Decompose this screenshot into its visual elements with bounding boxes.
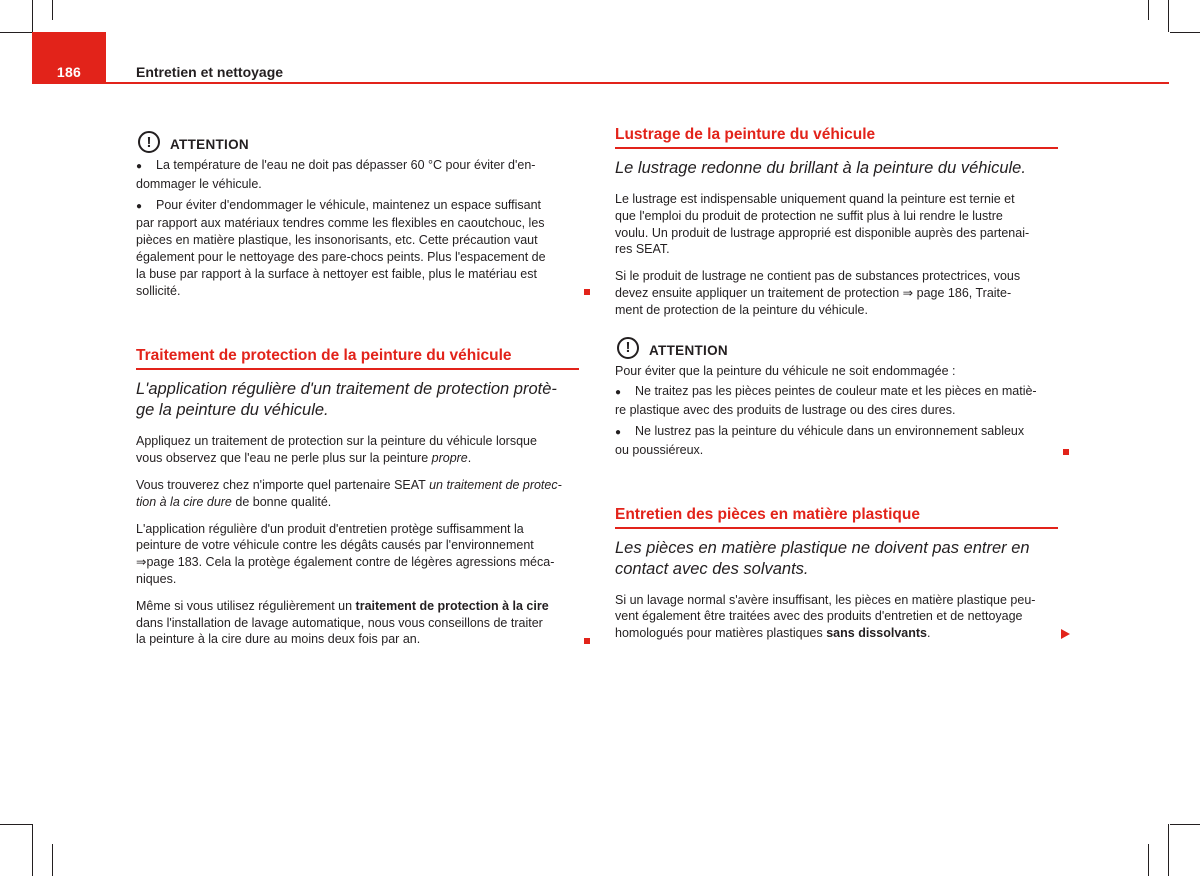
attention-box [615, 331, 1058, 459]
paragraph: peinture de votre véhicule contre les dégâts causés par l'environnement [136, 538, 534, 553]
crop-mark [1170, 824, 1200, 825]
attention-bullet [615, 423, 1058, 459]
bullet-icon: ● [136, 200, 143, 212]
paragraph: Si un lavage normal s'avère insuffisant, les pièces en matière plastique peu- [615, 592, 1036, 607]
paragraph: ment de protection de la peinture du véhicule. [615, 302, 868, 317]
section-lead-line: contact avec des solvants. [615, 559, 809, 578]
section-lead: Le lustrage redonne du brillant à la peinture du véhicule. [615, 159, 1026, 177]
page-link[interactable]: devez ensuite appliquer un traitement de protection ⇒ page 186, Traite- [615, 285, 1012, 300]
bullet-text: Ne lustrez pas la peinture du véhicule dans un environnement sableux [635, 423, 1025, 438]
bullet-text: par rapport aux matériaux tendres comme les flexibles en caoutchouc, les [136, 216, 545, 231]
crop-mark [1148, 844, 1149, 876]
paragraph: homologués pour matières plastiques sans dissolvants. [615, 626, 931, 641]
bullet-text: ou poussiéreux. [615, 442, 704, 457]
paragraph: vous observez que l'eau ne perle plus sur la peinture propre. [136, 451, 472, 466]
header-rule [106, 82, 1169, 84]
crop-mark [1168, 824, 1169, 876]
paragraph: Appliquez un traitement de protection sur la peinture du véhicule lorsque [136, 434, 537, 449]
attention-intro: Pour éviter que la peinture du véhicule ne soit endommagée : [615, 363, 956, 378]
attention-box [136, 125, 579, 299]
bullet-text: la buse par rapport à la surface à nettoyer est faible, plus le matériau est [136, 266, 537, 281]
crop-mark [52, 0, 53, 20]
paragraph: la peinture à la cire dure au moins deux fois par an. [136, 632, 421, 647]
attention-title: ATTENTION [170, 137, 249, 152]
paragraph: vent également être traitées avec des produits d'entretien et de nettoyage [615, 609, 1023, 624]
section-plastique [615, 505, 1058, 642]
section-lead-line: L'application régulière d'un traitement de protection protè- [136, 380, 557, 399]
paragraph: Si le produit de lustrage ne contient pas de substances protectrices, vous [615, 269, 1021, 284]
crop-mark [52, 844, 53, 876]
crop-mark [1170, 32, 1200, 33]
continue-arrow-icon [1061, 629, 1070, 639]
paragraph: voulu. Un produit de lustrage approprié est disponible auprès des partenai- [615, 225, 1030, 240]
bullet-text: pièces en matière plastique, les insonorisants, etc. Cette précaution vaut [136, 233, 538, 248]
paragraph: Vous trouverez chez n'importe quel partenaire SEAT un traitement de protec- [136, 477, 562, 492]
crop-mark [0, 824, 32, 825]
bullet-text: dommager le véhicule. [136, 176, 262, 191]
attention-bullet [136, 197, 579, 300]
end-of-section-mark [584, 638, 590, 644]
end-of-section-mark [584, 289, 590, 295]
bullet-text: Ne traitez pas les pièces peintes de couleur mate et les pièces en matiè- [635, 384, 1037, 399]
warning-icon: ! [617, 337, 639, 359]
crop-mark [32, 0, 33, 32]
section-lustrage [615, 125, 1058, 319]
warning-icon: ! [138, 131, 160, 153]
paragraph: Même si vous utilisez régulièrement un traitement de protection à la cire [136, 598, 549, 613]
crop-mark [32, 824, 33, 876]
bullet-icon: ● [615, 387, 622, 399]
paragraph: Le lustrage est indispensable uniquement quand la peinture est ternie et [615, 192, 1015, 206]
paragraph: res SEAT. [615, 242, 670, 257]
bullet-text: Pour éviter d'endommager le véhicule, maintenez un espace suffisant [156, 197, 542, 212]
right-column [615, 125, 1058, 642]
left-column [136, 125, 579, 648]
paragraph: que l'emploi du produit de protection ne suffit plus à lui rendre le lustre [615, 208, 1003, 223]
page-number: 186 [56, 64, 82, 80]
section-lead-line: Les pièces en matière plastique ne doivent pas entrer en [615, 538, 1030, 557]
paragraph: tion à la cire dure de bonne qualité. [136, 494, 332, 509]
section-title: Entretien des pièces en matière plastique [615, 505, 1058, 529]
paragraph: L'application régulière d'un produit d'entretien protège suffisamment la [136, 521, 524, 536]
attention-title: ATTENTION [649, 342, 728, 358]
section-lead [615, 538, 1058, 580]
bullet-text: La température de l'eau ne doit pas dépasser 60 °C pour éviter d'en- [156, 158, 536, 172]
bullet-text: également pour le nettoyage des pare-chocs peints. Plus l'espacement de [136, 249, 546, 264]
bullet-icon: ● [136, 161, 143, 172]
crop-mark [1148, 0, 1149, 20]
attention-bullet [615, 383, 1058, 419]
attention-bullet [136, 157, 579, 193]
bullet-text: re plastique avec des produits de lustrage ou des cires dures. [615, 403, 956, 418]
section-lead-line: ge la peinture du véhicule. [136, 401, 329, 420]
section-protection [136, 346, 579, 648]
section-lead [136, 379, 579, 421]
crop-mark [1168, 0, 1169, 32]
end-of-section-mark [1063, 449, 1069, 455]
crop-mark [0, 32, 32, 33]
paragraph: niques. [136, 571, 177, 586]
section-title: Traitement de protection de la peinture du véhicule [136, 346, 579, 370]
bullet-icon: ● [615, 426, 622, 438]
page-number-box [32, 32, 106, 84]
page-link[interactable]: ⇒page 183. Cela la protège également contre de légères agressions méca- [136, 555, 555, 570]
bullet-text: sollicité. [136, 283, 181, 298]
paragraph: dans l'installation de lavage automatique, nous vous conseillons de traiter [136, 615, 543, 630]
chapter-title: Entretien et nettoyage [136, 64, 284, 80]
section-title: Lustrage de la peinture du véhicule [615, 125, 1058, 149]
